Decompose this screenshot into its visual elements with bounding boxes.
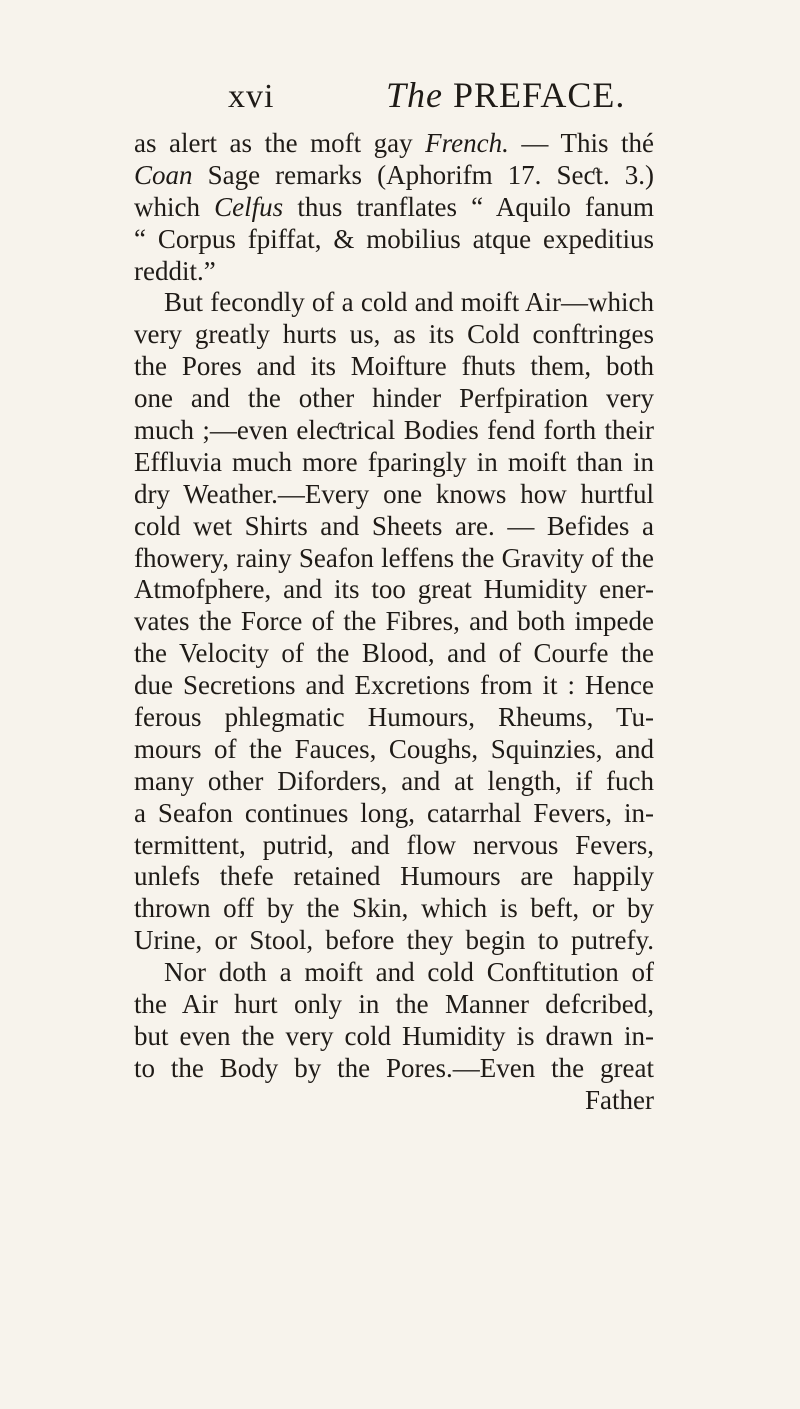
text-line: thrown off by the Skin, which is beft, or by xyxy=(134,893,654,924)
text-line: “ Corpus fpiffat, & mobilius atque expeditius xyxy=(134,223,654,254)
text-run: which xyxy=(134,191,215,222)
text-line: fhowery, rainy Seafon leffens the Gravity of the xyxy=(134,542,654,573)
text-line: But fecondly of a cold and moift Air—which xyxy=(164,287,654,318)
text-line: very greatly hurts us, as its Cold conftringes xyxy=(134,319,654,350)
text-line: many other Diforders, and at length, if fuch xyxy=(134,765,654,796)
header-the: The xyxy=(386,75,443,115)
text-line: but even the very cold Humidity is drawn in- xyxy=(134,1020,654,1051)
text-line: reddit.” xyxy=(134,255,216,286)
text-line: due Secretions and Excretions from it : Hence xyxy=(134,670,654,701)
text-line xyxy=(134,160,654,192)
text-run: Sage remarks (Aphorifm 17. Seƈt. 3.) xyxy=(192,159,654,190)
italic-run: Celfus xyxy=(214,191,284,222)
header-title: PREFACE. xyxy=(453,75,626,115)
text-line: vates the Force of the Fibres, and both impede xyxy=(134,606,654,637)
running-header xyxy=(228,74,625,116)
text-run: as alert as the moft gay xyxy=(134,128,426,158)
text-line: much ;—even eleƈtrical Bodies fend forth their xyxy=(134,415,654,446)
text-line: termittent, putrid, and flow nervous Fevers, xyxy=(134,829,654,860)
text-line: cold wet Shirts and Sheets are. — Befides a xyxy=(134,510,654,541)
text-line: the Velocity of the Blood, and of Courfe the xyxy=(134,638,654,669)
text-line: unlefs thefe retained Humours are happily xyxy=(134,861,654,892)
text-line: the Pores and its Moifture fhuts them, both xyxy=(134,351,654,382)
text-line: one and the other hinder Perfpiration very xyxy=(134,383,654,414)
text-line: to the Body by the Pores.—Even the great xyxy=(134,1052,654,1083)
text-line: a Seafon continues long, catarrhal Fevers, in- xyxy=(134,797,654,828)
italic-run: Coan xyxy=(134,159,193,190)
text-line: dry Weather.—Every one knows how hurtful xyxy=(134,478,654,509)
text-line: Nor doth a moift and cold Conftitution of xyxy=(164,957,654,988)
text-line xyxy=(134,192,654,224)
body-text xyxy=(134,128,654,1117)
text-line: mours of the Fauces, Coughs, Squinzies, and xyxy=(134,733,654,764)
text-line xyxy=(134,128,654,160)
italic-run: French. xyxy=(425,128,509,158)
text-run: thus tranflates “ Aquilo fanum xyxy=(283,191,654,222)
text-line: Atmofphere, and its too great Humidity ener- xyxy=(134,574,654,605)
text-line: ferous phlegmatic Humours, Rheums, Tu- xyxy=(134,702,654,733)
text-line: Effluvia much more fparingly in moift than in xyxy=(134,446,654,477)
text-line: the Air hurt only in the Manner defcribed, xyxy=(134,989,654,1020)
text-line: Urine, or Stool, before they begin to putrefy. xyxy=(134,925,654,956)
page-number: xvi xyxy=(228,78,275,115)
text-run: — This thé xyxy=(508,128,654,158)
catchword: Father xyxy=(585,1084,654,1115)
